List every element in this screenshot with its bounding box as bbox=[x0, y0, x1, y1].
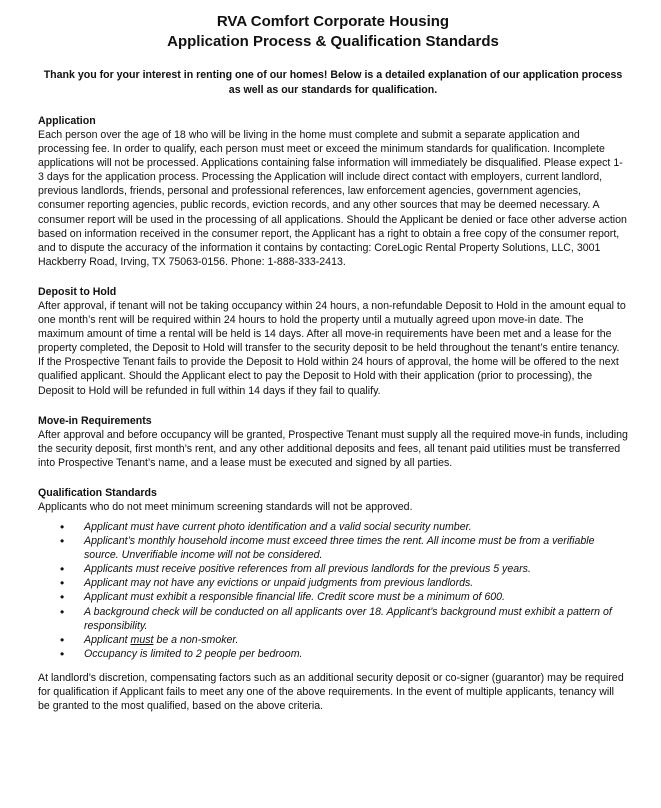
document-page bbox=[38, 12, 628, 713]
movein-body: After approval and before occupancy will be granted, Prospective Tenant must supply all the required move-in funds, including the security deposit, first month’s rent, and any other additional deposits and fees, all tenant paid utilities must be transferred into Prospective Tenant’s name, and a lease must be executed and signed by all parties. bbox=[38, 428, 628, 469]
qualification-list bbox=[38, 520, 628, 661]
closing-paragraph: At landlord’s discretion, compensating factors such as an additional security deposit or co-signer (guarantor) may be required for qualification if Applicant fails to meet any one of the above requirements. In the event of multiple applicants, tenancy will be granted to the most qualified, based on the above criteria. bbox=[38, 671, 624, 713]
list-item: • Applicant must exhibit a responsible financial life. Credit score must be a minimum of 600. bbox=[84, 590, 628, 604]
intro-paragraph: Thank you for your interest in renting one of our homes! Below is a detailed explanation of our application process as well as our standards for qualification. bbox=[43, 69, 623, 96]
application-body: Each person over the age of 18 who will be living in the home must complete and submit a separate application and processing fee. In order to qualify, each person must meet or exceed the minimum standards for qualification. Incomplete applications will not be processed. Applications containing false information will immediately be disqualified. Please expect 1-3 days for the application process. Processing the Application will include direct contact with employers, current landlord, previous landlords, friends, personal and professional references, law enforcement agencies, government agencies, consumer reporting agencies, public records, eviction records, and any other sources that may be deemed necessary. A consumer report will be used in the processing of all applications. Should the Applicant be denied or face other adverse action based on information received in the consumer report, the Applicant has a right to obtain a free copy of the consumer report, and to dispute the accuracy of the information it contains by contacting: CoreLogic Rental Property Solutions, LLC, 3001 Hackberry Road, Irving, TX 75063-0156. Phone: 1-888-333-2413. bbox=[38, 129, 627, 268]
list-item-non-smoker bbox=[84, 633, 628, 647]
deposit-section bbox=[38, 285, 628, 398]
list-item: • Applicant may not have any evictions or unpaid judgments from previous landlords. bbox=[84, 576, 628, 590]
deposit-body: After approval, if tenant will not be taking occupancy within 24 hours, a non-refundable Deposit to Hold in the amount equal to one month’s rent will be required within 24 hours to hold the property until a mutually agreed upon move-in date. The maximum amount of time a rental will be held is 14 days. After all move-in requirements have been met and a lease for the property completed, the Deposit to Hold will transfer to the security deposit to be held throughout the tenant’s entire tenancy. If the Prospective Tenant fails to provide the Deposit to Hold within 24 hours of approval, the home will be offered to the next qualified applicant. Should the Applicant elect to pay the Deposit to Hold with their application (prior to processing), the Deposit to Hold will be refunded in full within 14 days if they fail to qualify. bbox=[38, 299, 626, 397]
qualification-heading: Qualification Standards bbox=[38, 486, 157, 499]
qualification-section bbox=[38, 486, 628, 661]
non-smoker-must: must bbox=[130, 633, 154, 646]
movein-heading: Move-in Requirements bbox=[38, 414, 152, 427]
list-item: • Applicants must receive positive references from all previous landlords for the previous 5 years. bbox=[84, 562, 628, 576]
deposit-heading: Deposit to Hold bbox=[38, 285, 117, 298]
list-item: • Applicant must have current photo identification and a valid social security number. bbox=[84, 520, 628, 534]
non-smoker-suffix: be a non-smoker. bbox=[153, 633, 239, 646]
application-section bbox=[38, 114, 628, 269]
application-heading: Application bbox=[38, 115, 96, 127]
list-item: • Applicant’s monthly household income must exceed three times the rent. All income must be from a verifiable source. Unverifiable income will not be considered. bbox=[84, 534, 628, 562]
list-item: • A background check will be conducted on all applicants over 18. Applicant’s background must exhibit a pattern of responsibility. bbox=[84, 605, 628, 633]
non-smoker-prefix: Applicant bbox=[84, 633, 131, 646]
document-title: RVA Comfort Corporate Housing bbox=[216, 13, 450, 30]
list-item: • Occupancy is limited to 2 people per bedroom. bbox=[84, 647, 628, 661]
movein-section bbox=[38, 414, 628, 470]
qualification-body: Applicants who do not meet minimum screening standards will not be approved. bbox=[38, 500, 413, 513]
document-subtitle: Application Process & Qualification Standards bbox=[167, 33, 499, 50]
